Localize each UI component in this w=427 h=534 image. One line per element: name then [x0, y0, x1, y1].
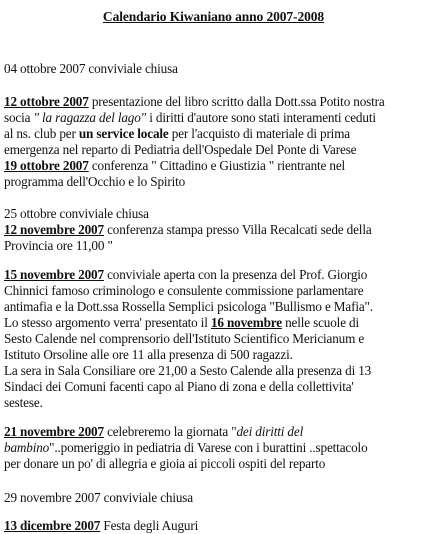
text-run: 29 novembre 2007 conviviale chiusa [4, 490, 193, 505]
text-run: Festa degli Auguri [100, 518, 199, 533]
text-run: i diritti d'autore sono stati interamenti ceduti [146, 110, 376, 125]
text-run: Sesto Calende nel comprensorio dell'Istituto Scientifico Mericianum e [4, 331, 365, 346]
calendar-line [4, 518, 198, 534]
event-date: 21 novembre 2007 [4, 424, 104, 439]
calendar-line [4, 174, 185, 190]
text-run: 25 ottobre conviviale chiusa [4, 206, 149, 221]
text-run: bambino [4, 440, 50, 455]
text-run: Provincia ore 11,00 " [4, 238, 113, 253]
calendar-line [4, 238, 113, 254]
calendar-line [4, 158, 345, 174]
event-date: 19 ottobre 2007 [4, 158, 89, 173]
event-date: 12 novembre 2007 [4, 222, 104, 237]
text-run: dei diritti del [236, 424, 304, 439]
calendar-line [4, 347, 293, 363]
text-run: nelle scuole di [281, 315, 360, 330]
calendar-line [4, 267, 367, 283]
calendar-line [4, 440, 368, 456]
calendar-line [4, 110, 376, 126]
text-run: 04 ottobre 2007 conviviale chiusa [4, 61, 178, 76]
text-run: conferenza stampa presso Villa Recalcati sede della [103, 222, 372, 237]
text-run: Lo stesso argomento verra' presentato il [4, 315, 211, 330]
calendar-line [4, 126, 350, 142]
calendar-line [4, 315, 359, 331]
text-run: programma dell'Occhio e lo Spirito [4, 174, 186, 189]
event-date: 13 dicembre 2007 [4, 518, 101, 533]
text-run: per l'acquisto di materiale di prima [168, 126, 351, 141]
text-run: al ns. club per [4, 126, 79, 141]
text-run: conviviale aperta con la presenza del Prof. Giorgio [103, 267, 368, 282]
calendar-line [4, 395, 43, 411]
calendar-line [4, 142, 356, 158]
event-date: 15 novembre 2007 [4, 267, 104, 282]
calendar-line [4, 379, 354, 395]
text-run: per donare un po' di allegria e gioia ai piccoli ospiti del reparto [4, 456, 326, 471]
text-run: antimafia e la Dott.ssa Rossella Semplici psicologa "Bullismo e Mafia". [4, 299, 373, 314]
text-run: sestese. [4, 395, 43, 410]
text-run: La sera in Sala Consiliare ore 21,00 a Sesto Calende alla presenza di 13 [4, 363, 372, 378]
calendar-line [4, 331, 364, 347]
text-run: emergenza nel reparto di Pediatria dell'Ospedale Del Ponte di Varese [4, 142, 357, 157]
event-date: 12 ottobre 2007 [4, 94, 89, 109]
text-run: Chinnici famoso criminologo e consulente commissione parlamentare [4, 283, 364, 298]
calendar-line [4, 94, 385, 110]
calendar-line [4, 206, 149, 222]
document-title: Calendario Kiwaniano anno 2007-2008 [102, 9, 325, 24]
text-run: un service locale [78, 126, 169, 141]
text-run: socia [4, 110, 34, 125]
text-run: presentazione del libro scritto dalla Dott.ssa Potito nostra [88, 94, 385, 109]
calendar-line [4, 61, 178, 77]
text-run: conferenza " Cittadino e Giustizia " rientrante nel [88, 158, 346, 173]
event-date: 16 novembre [210, 315, 282, 330]
calendar-line [4, 283, 363, 299]
text-run: Istituto Orsoline alle ore 11 alla presenza di 500 ragazzi. [4, 347, 293, 362]
calendar-line [4, 490, 193, 506]
text-run: "..pomeriggio in pediatria di Varese con i burattini ..spettacolo [49, 440, 368, 455]
calendar-line [4, 222, 372, 238]
text-run: Sindaci dei Comuni facenti capo al Piano di zona e della collettivita' [4, 379, 354, 394]
calendar-line [4, 299, 373, 315]
text-run: celebreremo la giornata " [103, 424, 237, 439]
calendar-line [4, 456, 325, 472]
text-run: " la ragazza del lago" [33, 110, 147, 125]
calendar-line [4, 363, 371, 379]
calendar-line [4, 424, 303, 440]
